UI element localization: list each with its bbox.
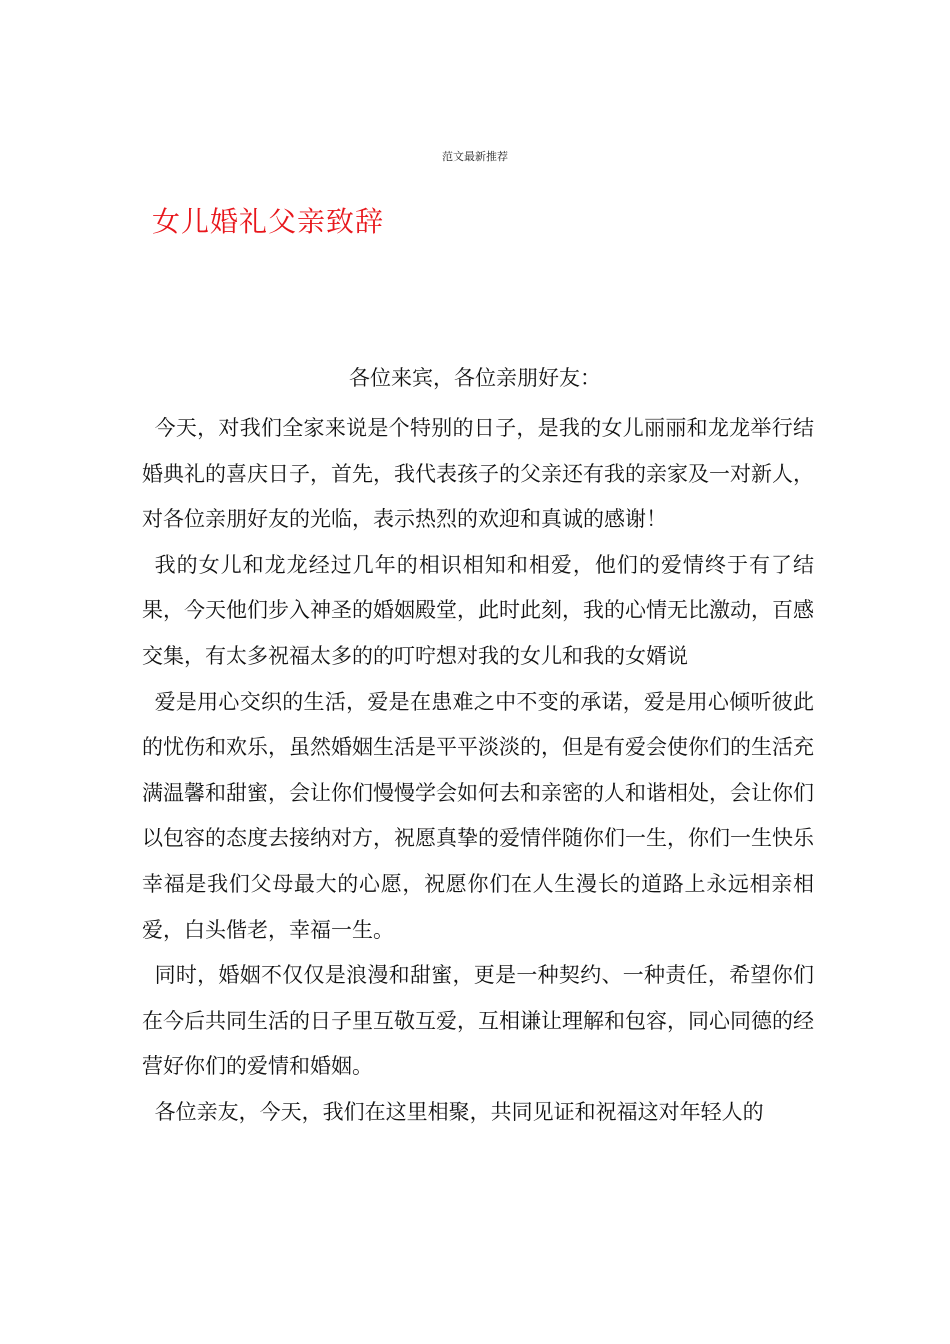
salutation: 各位来宾，各位亲朋好友： (349, 366, 601, 390)
page-header-note: 范文最新推荐 (442, 150, 508, 163)
document-title: 女儿婚礼父亲致辞 (152, 205, 385, 238)
paragraph: 我的女儿和龙龙经过几年的相识相知和相爱，他们的爱情终于有了结果，今天他们步入神圣的婚姻殿堂，此时此刻，我的心情无比激动，百感交集，有太多祝福太多的的叮咛想对我的女儿和我的女婿说 (142, 552, 814, 668)
paragraph: 爱是用心交织的生活，爱是在患难之中不变的承诺，爱是用心倾听彼此的忧伤和欢乐，虽然婚姻生活是平平淡淡的，但是有爱会使你们的生活充满温馨和甜蜜，会让你们慢慢学会如何去和亲密的人和谐相处，会让你们以包容的态度去接纳对方，祝愿真挚的爱情伴随你们一生，你们一生快乐幸福是我们父母最大的心愿，祝愿你们在人生漫长的道路上永远相亲相爱，白头偕老，幸福一生。 (142, 689, 814, 942)
paragraph: 今天，对我们全家来说是个特别的日子，是我的女儿丽丽和龙龙举行结婚典礼的喜庆日子，首先，我代表孩子的父亲还有我的亲家及一对新人，对各位亲朋好友的光临，表示热烈的欢迎和真诚的感谢！ (142, 416, 814, 532)
speech-body (142, 406, 814, 1136)
paragraph: 各位亲友，今天，我们在这里相聚，共同见证和祝福这对年轻人的 (154, 1099, 764, 1124)
paragraph: 同时，婚姻不仅仅是浪漫和甜蜜，更是一种契约、一种责任，希望你们在今后共同生活的日子里互敬互爱，互相谦让理解和包容，同心同德的经营好你们的爱情和婚姻。 (142, 963, 814, 1079)
